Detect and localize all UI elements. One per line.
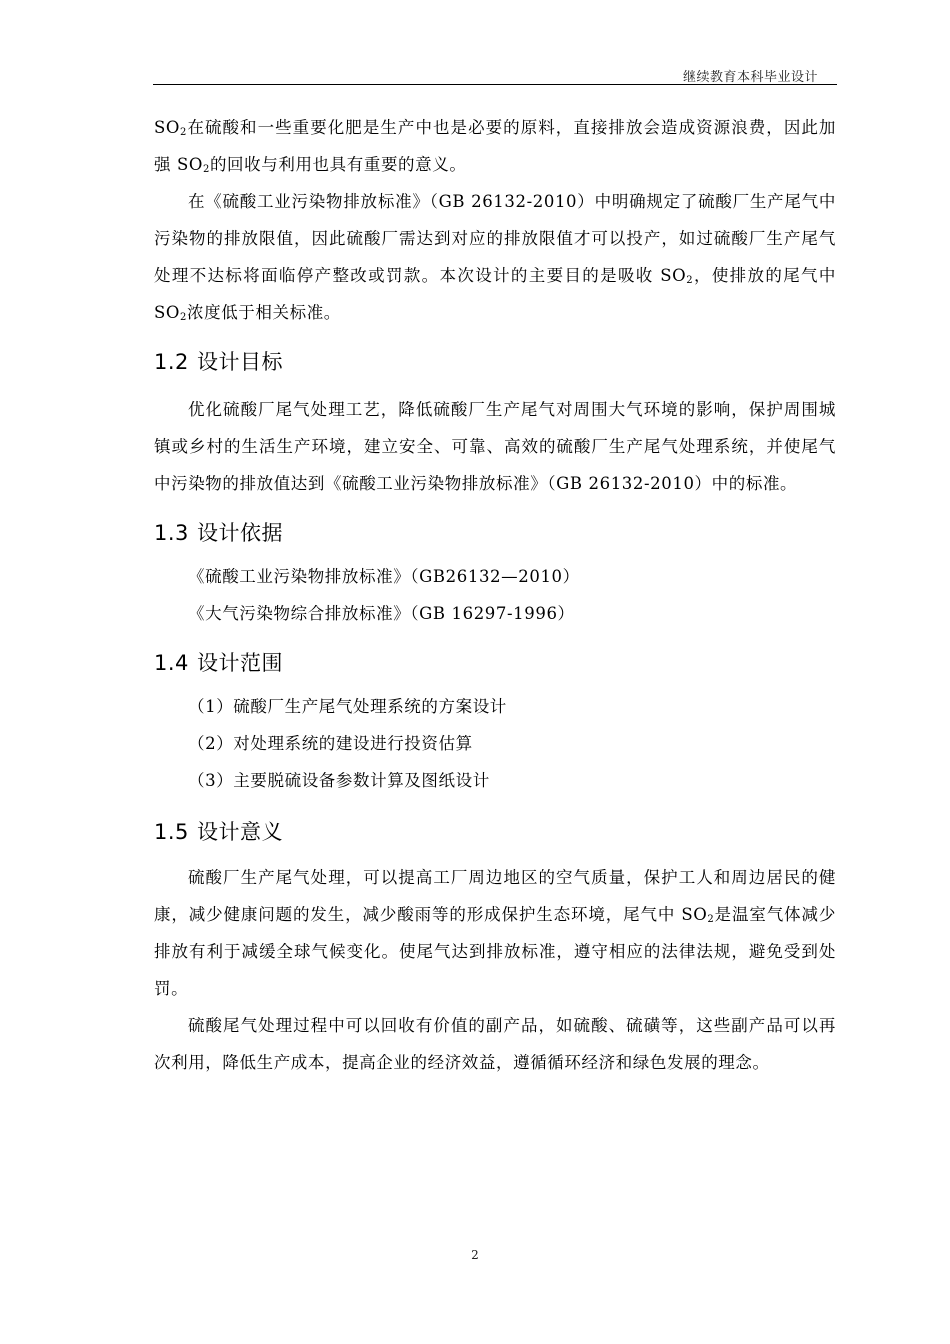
section-heading-1-5: 1.5 设计意义 — [154, 820, 283, 844]
running-header: 继续教育本科毕业设计 — [682, 70, 818, 85]
section-1-5-paragraph-2: 硫酸尾气处理过程中可以回收有价值的副产品，如硫酸、硫磺等，这些副产品可以再次利用，降低生产成本，提高企业的经济效益，遵循循环经济和绿色发展的理念。 — [154, 1016, 836, 1072]
header-rule — [153, 84, 837, 85]
section-1-5-paragraph-1: 硫酸厂生产尾气处理，可以提高工厂周边地区的空气质量，保护工人和周边居民的健康，减少健康问题的发生，减少酸雨等的形成保护生态环境，尾气中 $SO_2$是温室气体减少排放有利于减缓全球气候变化。使尾气达到排放标准，遵守相应的法律法规，避免受到处罚。 — [154, 868, 836, 998]
page-body — [154, 109, 836, 1081]
section-heading-1-4: 1.4 设计范围 — [154, 651, 283, 675]
section-heading-1-2: 1.2 设计目标 — [154, 350, 283, 374]
intro-paragraph-2: 在《硫酸工业污染物排放标准》（GB 26132-2010）中明确规定了硫酸厂生产尾气中污染物的排放限值，因此硫酸厂需达到对应的排放限值才可以投产，如过硫酸厂生产尾气处理不达标将面临停产整改或罚款。本次设计的主要目的是吸收 $SO_2$，使排放的尾气中 $SO_2$浓度低于相关标准。 — [154, 192, 836, 323]
reference-item: 《硫酸工业污染物排放标准》（GB26132—2010） — [188, 567, 580, 586]
scope-item: （3）主要脱硫设备参数计算及图纸设计 — [188, 771, 490, 790]
section-1-2-paragraph: 优化硫酸厂尾气处理工艺，降低硫酸厂生产尾气对周围大气环境的影响，保护周围城镇或乡村的生活生产环境，建立安全、可靠、高效的硫酸厂生产尾气处理系统，并使尾气中污染物的排放值达到《硫酸工业污染物排放标准》（GB 26132-2010）中的标准。 — [154, 400, 836, 493]
reference-item: 《大气污染物综合排放标准》（GB 16297-1996） — [188, 604, 575, 623]
scope-item: （2）对处理系统的建设进行投资估算 — [188, 734, 473, 753]
section-heading-1-3: 1.3 设计依据 — [154, 521, 283, 545]
intro-paragraph-1: $SO_2$在硫酸和一些重要化肥是生产中也是必要的原料，直接排放会造成资源浪费，因此加强 $SO_2$的回收与利用也具有重要的意义。 — [154, 118, 836, 175]
page-number: 2 — [471, 1248, 479, 1262]
scope-item: （1）硫酸厂生产尾气处理系统的方案设计 — [188, 697, 507, 716]
